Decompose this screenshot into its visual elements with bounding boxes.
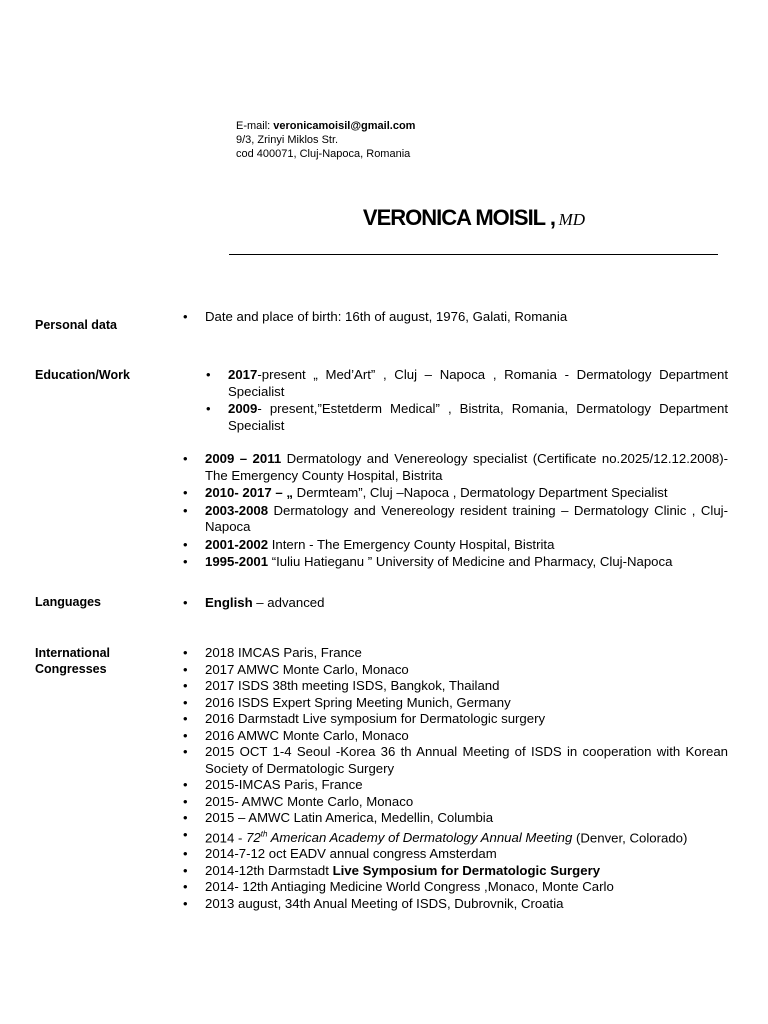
list-item: • English – advanced: [205, 595, 728, 612]
email-line: E-mail: veronicamoisil@gmail.com: [236, 120, 416, 132]
list-item: • 2016 ISDS Expert Spring Meeting Munich, Germany: [205, 695, 728, 712]
congresses-list: [205, 645, 728, 912]
list-item: • 2014 - 72th American Academy of Dermatology Annual Meeting (Denver, Colorado): [205, 827, 728, 847]
list-item: • 2016 Darmstadt Live symposium for Dermatologic surgery: [205, 711, 728, 728]
email-address: veronicamoisil@gmail.com: [273, 120, 416, 132]
list-item: • 2018 IMCAS Paris, France: [205, 645, 728, 662]
list-item: • 2001-2002 Intern - The Emergency County Hospital, Bistrita: [205, 537, 728, 554]
list-item: • 2003-2008 Dermatology and Venereology resident training – Dermatology Clinic , Cluj-Napoca: [205, 503, 728, 536]
list-item: • 2015 OCT 1-4 Seoul -Korea 36 th Annual Meeting of ISDS in cooperation with Korean Society of Dermatologic Surgery: [205, 744, 728, 777]
personal-list: [205, 309, 728, 326]
title-divider: [229, 254, 718, 255]
degree-suffix: MD: [558, 210, 586, 229]
education-list: [205, 451, 728, 571]
address-line-2: cod 400071, Cluj-Napoca, Romania: [236, 148, 411, 160]
list-item: • 2017 AMWC Monte Carlo, Monaco: [205, 662, 728, 679]
section-label-personal: Personal data: [35, 318, 117, 332]
list-item: • 1995-2001 “Iuliu Hatieganu ” University of Medicine and Pharmacy, Cluj-Napoca: [205, 554, 728, 571]
list-item: • 2014-7-12 oct EADV annual congress Amsterdam: [205, 846, 728, 863]
list-item: • 2016 AMWC Monte Carlo, Monaco: [205, 728, 728, 745]
address-line-1: 9/3, Zrinyi Miklos Str.: [236, 134, 339, 146]
section-label-languages: Languages: [35, 595, 101, 609]
list-item: • 2017-present „ Med’Art” , Cluj – Napoca , Romania - Dermatology Department Specialist: [228, 367, 728, 400]
section-label-congresses: International Congresses: [35, 646, 111, 676]
list-item: • 2015- AMWC Monte Carlo, Monaco: [205, 794, 728, 811]
full-name: VERONICA MOISIL ,: [362, 205, 555, 230]
page-title: [230, 205, 718, 231]
list-item: • Date and place of birth: 16th of august, 1976, Galati, Romania: [205, 309, 728, 326]
list-item: • 2010- 2017 – „ Dermteam”, Cluj –Napoca , Dermatology Department Specialist: [205, 485, 728, 502]
list-item: • 2009 – 2011 Dermatology and Venereology specialist (Certificate no.2025/12.12.2008)- The Emergency County Hospital, Bistrita: [205, 451, 728, 484]
list-item: • 2017 ISDS 38th meeting ISDS, Bangkok, Thailand: [205, 678, 728, 695]
list-item: • 2013 august, 34th Anual Meeting of ISDS, Dubrovnik, Croatia: [205, 896, 728, 913]
list-item: • 2009- present,”Estetderm Medical” , Bistrita, Romania, Dermatology Department Specialist: [228, 401, 728, 434]
education-sublist: [228, 367, 728, 434]
languages-list: [205, 595, 728, 612]
list-item: • 2014-12th Darmstadt Live Symposium for Dermatologic Surgery: [205, 863, 728, 880]
contact-block: [236, 119, 415, 161]
section-label-education: Education/Work: [35, 368, 130, 382]
list-item: • 2014- 12th Antiaging Medicine World Congress ,Monaco, Monte Carlo: [205, 879, 728, 896]
list-item: • 2015-IMCAS Paris, France: [205, 777, 728, 794]
list-item: • 2015 – AMWC Latin America, Medellin, Columbia: [205, 810, 728, 827]
